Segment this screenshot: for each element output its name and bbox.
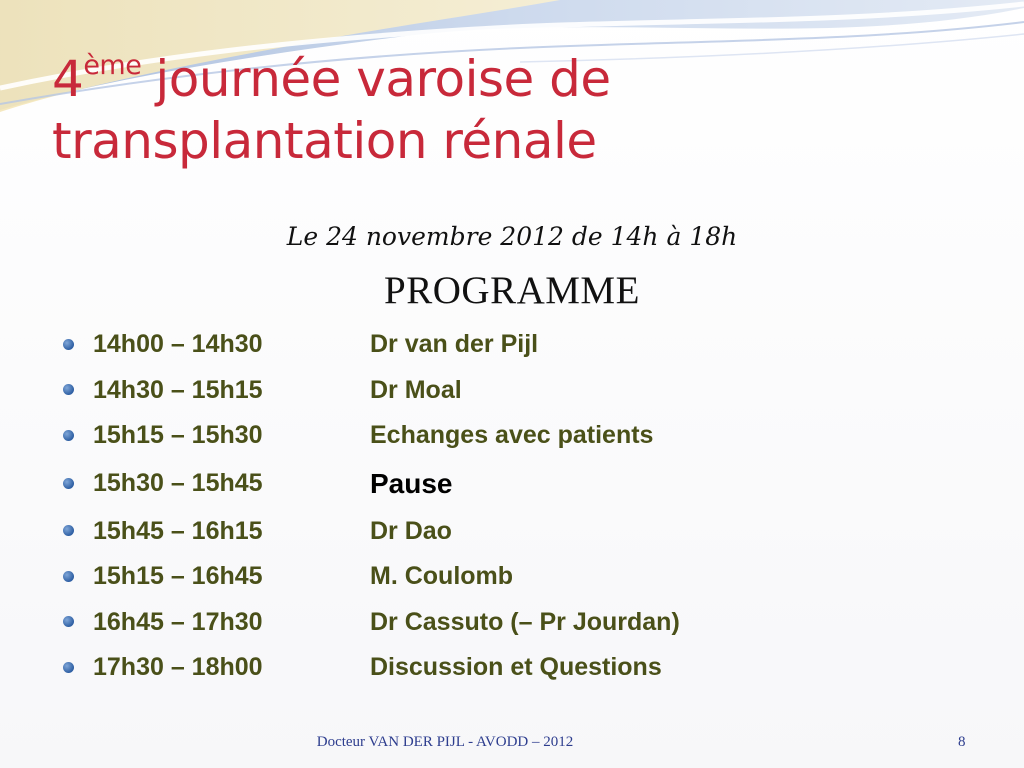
program-speaker: Discussion et Questions: [370, 653, 662, 682]
program-item: [60, 600, 990, 646]
program-speaker: Echanges avec patients: [370, 421, 654, 450]
program-heading: PROGRAMME: [384, 269, 640, 312]
bullet-icon: [63, 478, 74, 489]
program-item: [60, 368, 990, 414]
title-number: 4: [52, 50, 84, 108]
program-speaker: M. Coulomb: [370, 562, 514, 591]
program-item: [60, 413, 990, 459]
program-speaker: Dr van der Pijl: [370, 330, 539, 359]
program-time: 15h45 – 16h15: [93, 516, 263, 545]
program-item: [60, 645, 990, 691]
program-speaker: Dr Cassuto (– Pr Jourdan): [370, 607, 680, 636]
bullet-icon: [63, 571, 74, 582]
bullet-icon: [63, 525, 74, 536]
program-time: 15h30 – 15h45: [93, 469, 263, 497]
program-time: 14h30 – 15h15: [93, 375, 263, 404]
program-speaker: Dr Moal: [370, 375, 462, 404]
event-date: Le 24 novembre 2012 de 14h à 18h: [286, 222, 738, 251]
page-number: 8: [958, 734, 966, 750]
bullet-icon: [63, 384, 74, 395]
bullet-icon: [63, 430, 74, 441]
bullet-icon: [63, 616, 74, 627]
slide-title: [52, 48, 982, 172]
program-item: [60, 554, 990, 600]
program-time: 16h45 – 17h30: [93, 607, 263, 636]
program-time: 14h00 – 14h30: [93, 330, 263, 359]
bullet-icon: [63, 339, 74, 350]
program-time: 15h15 – 15h30: [93, 421, 263, 450]
program-time: 17h30 – 18h00: [93, 653, 263, 682]
title-text: journée varoise de transplantation rénale: [52, 50, 611, 170]
slide-footer: Docteur VAN DER PIJL - AVODD – 2012: [316, 734, 574, 750]
program-item: [60, 459, 990, 509]
program-speaker: Pause: [370, 467, 453, 499]
title-superscript: ème: [83, 50, 142, 81]
bullet-icon: [63, 662, 74, 673]
program-speaker: Dr Dao: [370, 516, 452, 545]
program-time: 15h15 – 16h45: [93, 562, 263, 591]
program-item: [60, 509, 990, 555]
program-list: [60, 322, 990, 691]
program-item: [60, 322, 990, 368]
